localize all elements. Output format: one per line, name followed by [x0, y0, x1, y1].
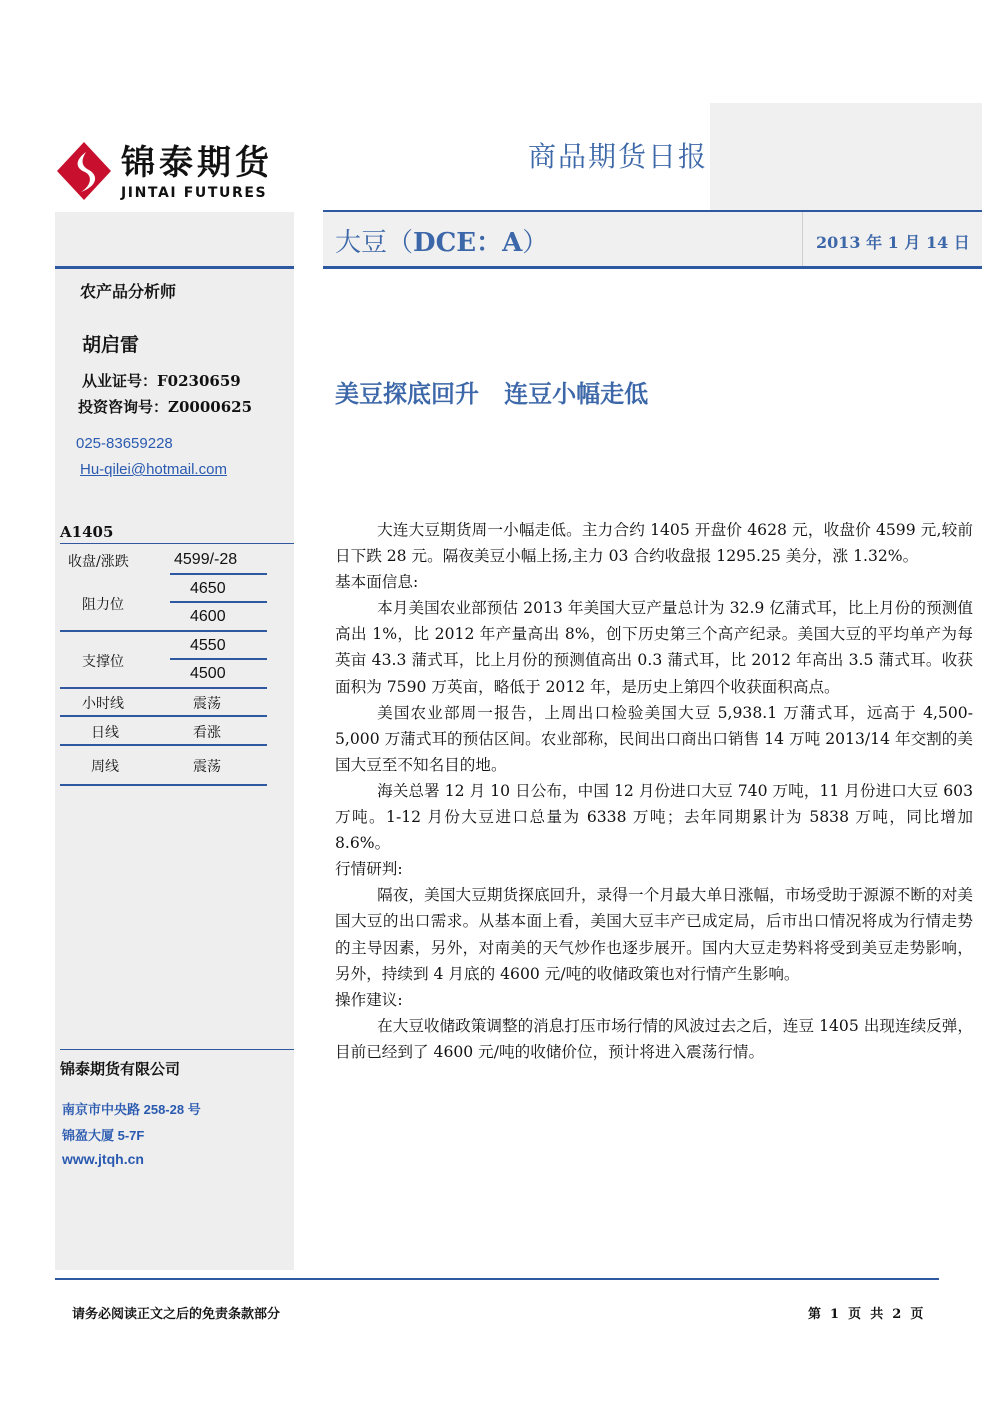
company-name: 锦泰期货有限公司 [60, 1060, 181, 1078]
logo-diamond-icon [55, 140, 113, 202]
resistance-value-2: 4600 [190, 608, 226, 625]
article-paragraph: 美国农业部周一报告，上周出口检验美国大豆 5,938.1 万蒲式耳，远高于 4,500-5,000 万蒲式耳的预估区间。农业部称，民间出口商出口销售 14 万吨 2013/14 年交割的美国大豆至不知名目的地。 [335, 703, 973, 774]
analyst-name: 胡启雷 [82, 334, 140, 356]
trend-label-weekly: 周线 [91, 759, 119, 775]
logo-name-cn: 锦泰期货 [121, 143, 273, 183]
table-rule [60, 715, 267, 717]
analyst-email-link[interactable]: Hu-qilei@hotmail.com [80, 461, 227, 478]
table-rule [60, 744, 267, 746]
contract-code: A1405 [60, 523, 114, 541]
company-address-line2: 锦盈大厦 5-7F [62, 1128, 145, 1143]
title-bar-separator [802, 212, 803, 269]
analyst-advisory-number: 投资咨询号：Z0000625 [78, 398, 253, 416]
footer-rule [55, 1278, 939, 1280]
contract-rule [60, 543, 294, 544]
table-rule [170, 658, 267, 660]
article-paragraph: 隔夜，美国大豆期货探底回升，录得一个月最大单日涨幅，市场受助于源源不断的对美国大豆的出口需求。从基本面上看，美国大豆丰产已成定局，后市出口情况将成为行情走势的主导因素，另外，对南美的天气炒作也逐步展开。国内大豆走势料将受到美豆走势影响，另外，持续到 4 月底的 4600 元/吨的收储政策也对行情产生影响。 [335, 886, 973, 983]
resistance-value-1: 4650 [190, 580, 226, 597]
commodity-name: 大豆（ [335, 228, 414, 258]
support-value-1: 4550 [190, 637, 226, 654]
article-paragraph: 海关总署 12 月 10 日公布，中国 12 月份进口大豆 740 万吨，11 月份进口大豆 603 万吨。1-12 月份大豆进口总量为 6338 万吨；去年同期累计为 5838 万吨，同比增加 8.6%。 [335, 781, 973, 853]
table-rule [60, 630, 267, 632]
table-rule [170, 573, 267, 575]
trend-value-weekly: 震荡 [193, 759, 221, 775]
report-type: 商品期货日报 [528, 140, 709, 173]
footer-page-number: 第 1 页 共 2 页 [808, 1307, 924, 1322]
article-headline: 美豆探底回升 连豆小幅走低 [335, 380, 649, 408]
logo-name-en: JINTAI FUTURES [121, 185, 268, 201]
header-shade [710, 103, 982, 210]
table-rule [170, 601, 267, 603]
article-section-heading: 操作建议: [335, 990, 403, 1009]
report-date: 2013 年 1 月 14 日 [816, 233, 970, 252]
analyst-role: 农产品分析师 [80, 282, 177, 301]
main-top-rule [323, 266, 982, 269]
trend-label-hourly: 小时线 [82, 696, 124, 712]
analyst-cert-number: 从业证号：F0230659 [82, 372, 241, 390]
footer-disclaimer: 请务必阅读正文之后的免责条款部分 [72, 1307, 281, 1322]
resistance-label: 阻力位 [82, 597, 124, 613]
close-change-label: 收盘/涨跌 [68, 554, 129, 570]
commodity-title [335, 222, 548, 259]
table-rule [60, 687, 267, 689]
company-website-link[interactable]: www.jtqh.cn [62, 1151, 144, 1167]
commodity-code: DCE：A [413, 228, 523, 258]
trend-value-daily: 看涨 [193, 725, 221, 741]
support-label: 支撑位 [82, 654, 124, 670]
article-body [335, 517, 973, 1065]
commodity-close: ） [522, 228, 549, 258]
table-rule [60, 784, 267, 786]
company-logo [55, 140, 300, 208]
article-paragraph: 在大豆收储政策调整的消息打压市场行情的风波过去之后，连豆 1405 出现连续反弹，目前已经到了 4600 元/吨的收储价位，预计将进入震荡行情。 [335, 1016, 973, 1061]
company-rule [60, 1049, 294, 1050]
article-section-heading: 基本面信息: [335, 573, 419, 592]
support-value-2: 4500 [190, 665, 226, 682]
article-section-heading: 行情研判: [335, 860, 403, 879]
analyst-phone: 025-83659228 [76, 435, 173, 452]
trend-label-daily: 日线 [91, 725, 119, 741]
article-paragraph: 大连大豆期货周一小幅走低。主力合约 1405 开盘价 4628 元，收盘价 4599 元,较前日下跌 28 元。隔夜美豆小幅上扬,主力 03 合约收盘报 1295.25 美分，涨 1.32%。 [335, 521, 973, 566]
close-change-value: 4599/-28 [174, 551, 238, 568]
company-address-line1: 南京市中央路 258-28 号 [62, 1102, 201, 1117]
sidebar-top-rule [55, 266, 294, 269]
trend-value-hourly: 震荡 [193, 696, 221, 712]
article-paragraph: 本月美国农业部预估 2013 年美国大豆产量总计为 32.9 亿蒲式耳，比上月份的预测值高出 1%，比 2012 年产量高出 8%，创下历史第三个高产纪录。美国大豆的平均单产为每英亩 43.3 蒲式耳，比上月份的预测值高出 0.3 蒲式耳，比 2012 年高出 3.5 蒲式耳。收获面积为 7590 万英亩，略低于 2012 年，是历史上第四个收获面积高点。 [335, 599, 973, 696]
